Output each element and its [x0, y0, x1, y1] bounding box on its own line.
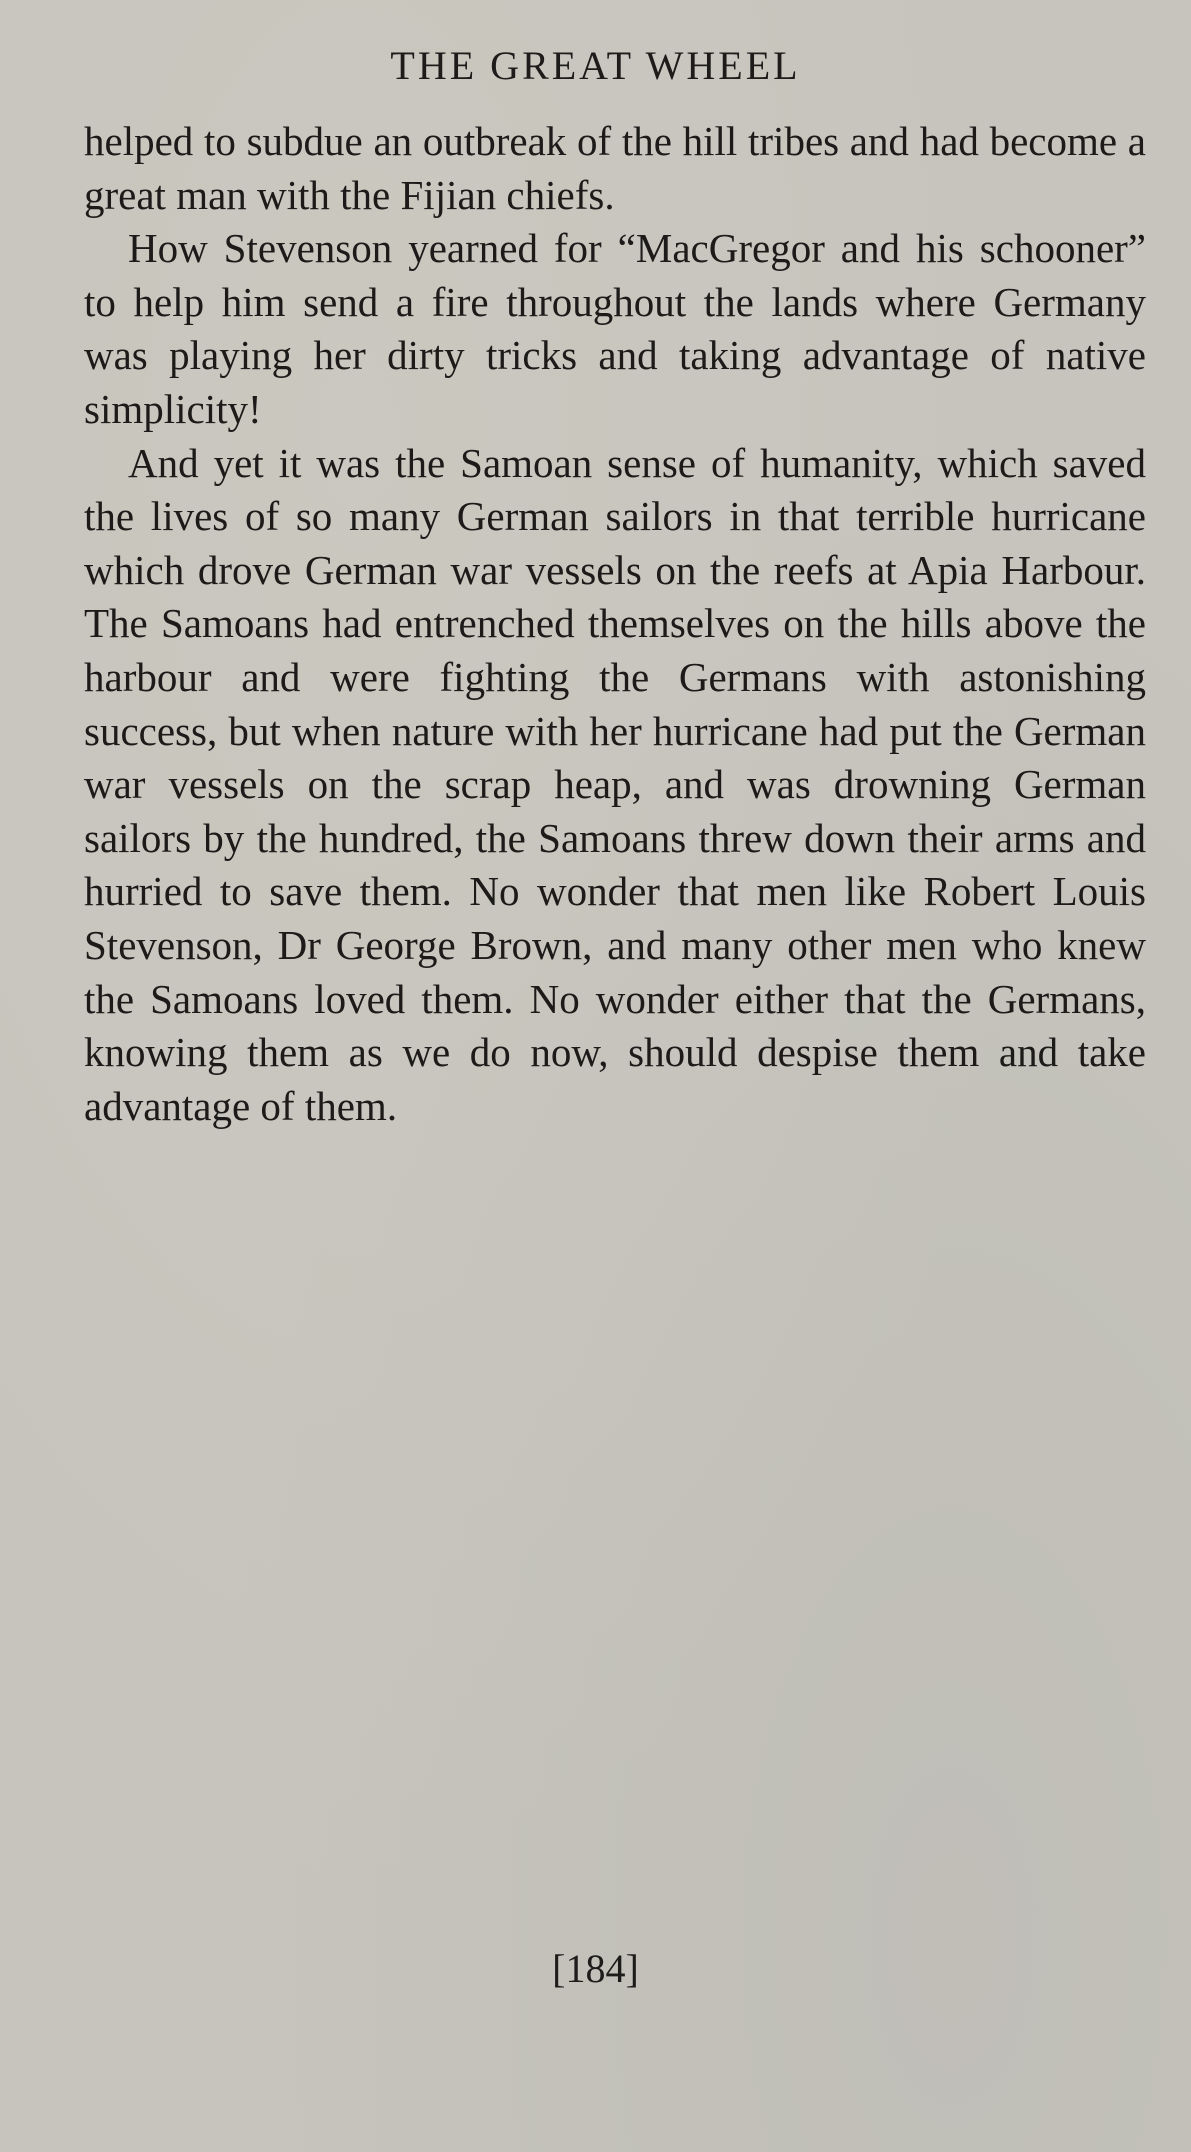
running-head: THE GREAT WHEEL — [390, 43, 801, 88]
paragraph: And yet it was the Samoan sense of humanity, which saved the lives of so many German sailors in that terrible hurricane which drove German war vessels on the reefs at Apia Harbour. The Samoans had entrenched themselves on the hills above the harbour and were fighting the Germans with astonishing success, but when nature with her hurricane had put the German war vessels on the scrap heap, and was drowning German sailors by the hundred, the Samoans threw down their arms and hurried to save them. No wonder that men like Robert Louis Stevenson, Dr George Brown, and many other men who knew the Samoans loved them. No wonder either that the Germans, knowing them as we do now, should despise them and take advantage of them. — [84, 439, 1146, 1129]
paragraph: helped to subdue an outbreak of the hill tribes and had become a great man with the Fijian chiefs. — [84, 118, 1146, 218]
paragraph: How Stevenson yearned for “MacGregor and his schooner” to help him send a fire throughout the lands where Germany was playing her dirty tricks and taking advantage of native simplicity! — [84, 225, 1146, 432]
body-text — [84, 115, 1146, 1133]
page-number: [184] — [552, 1946, 639, 1991]
